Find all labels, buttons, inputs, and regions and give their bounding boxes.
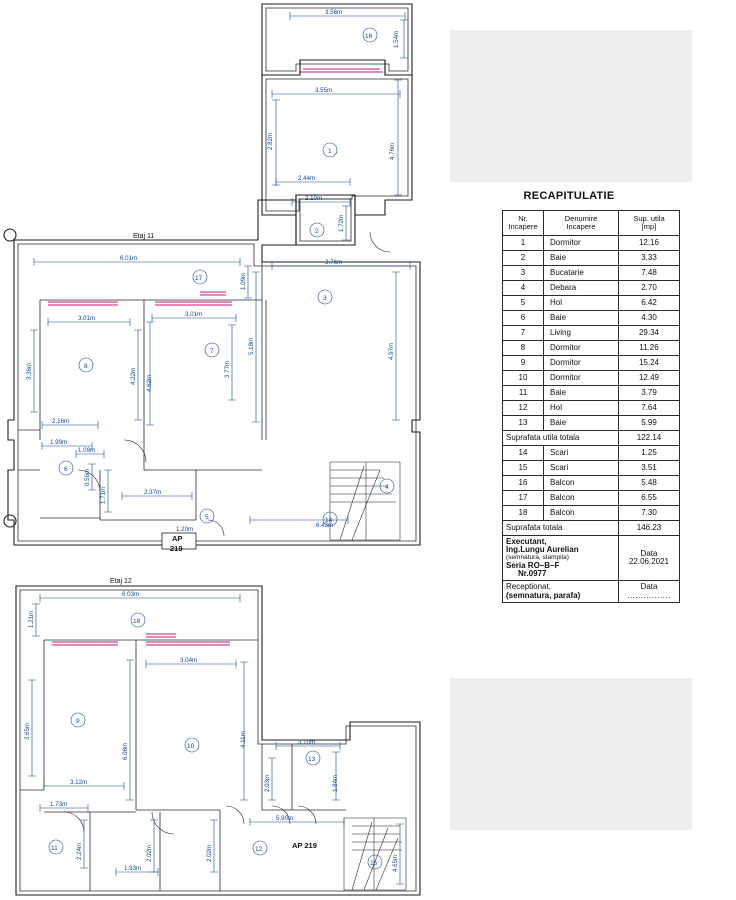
staircase-etaj-11 bbox=[330, 462, 400, 540]
dimensions-etaj-11 bbox=[26, 9, 410, 533]
header-suprafata bbox=[619, 211, 680, 236]
dim-6-08m: 6.08m bbox=[122, 742, 129, 760]
header-denumire bbox=[544, 211, 619, 236]
receptionat-label: Receptionat, bbox=[506, 582, 551, 592]
cell-area: 2.70 bbox=[619, 281, 680, 296]
data-block-2 bbox=[619, 581, 680, 603]
dim-3-55m: 3.55m bbox=[315, 87, 333, 94]
executant-label: Executant, bbox=[506, 537, 547, 546]
room-number-3: 3 bbox=[323, 295, 327, 302]
executant-name: Ing.Lungu Aurelian bbox=[506, 545, 579, 555]
cell-area: 5.48 bbox=[619, 476, 680, 491]
cell-nr: 9 bbox=[503, 356, 544, 371]
table-row bbox=[503, 401, 680, 416]
room-number-17: 17 bbox=[195, 275, 203, 282]
cell-area: 6.42 bbox=[619, 296, 680, 311]
cell-name: Scari bbox=[544, 461, 619, 476]
floor-label-etaj-12: Etaj 12 bbox=[110, 578, 132, 585]
cell-name: Baie bbox=[544, 386, 619, 401]
room-number-2: 2 bbox=[315, 228, 319, 235]
dim-1-84m: 1.84m bbox=[332, 774, 339, 792]
room-number-5: 5 bbox=[205, 514, 209, 521]
dim-2-37m: 2.37m bbox=[144, 489, 162, 496]
table-row-total bbox=[503, 521, 680, 536]
room-number-10: 10 bbox=[187, 743, 195, 750]
dim-1-21m: 1.21m bbox=[28, 610, 35, 628]
cell-name: Dormitor bbox=[544, 341, 619, 356]
cell-area: 6.55 bbox=[619, 491, 680, 506]
data-value-2: ................ bbox=[627, 590, 671, 600]
table-row bbox=[503, 311, 680, 326]
room-number-11: 11 bbox=[51, 845, 58, 852]
dim-6-01m: 6.01m bbox=[120, 255, 138, 262]
cell-area: 7.64 bbox=[619, 401, 680, 416]
cell-nr: 4 bbox=[503, 281, 544, 296]
room-number-18: 18 bbox=[133, 618, 141, 625]
recap-panel bbox=[446, 0, 736, 900]
dim-2-10m: 2.10m bbox=[305, 195, 323, 202]
dim-1-54m: 1.54m bbox=[393, 30, 400, 48]
dim-1-73m: 1.73m bbox=[50, 801, 68, 808]
dim-1-09m-b: 1.09m bbox=[78, 447, 96, 454]
plan-etaj-12 bbox=[16, 578, 420, 895]
executant-seria: Seria RO–B–F bbox=[506, 560, 560, 570]
cell-name: Balcon bbox=[544, 506, 619, 521]
dim-4-97m: 4.97m bbox=[388, 342, 395, 360]
dim-3-01m-b: 3.01m bbox=[185, 311, 203, 318]
dim-2-24m: 2.24m bbox=[76, 842, 83, 860]
dim-3-77m: 3.77m bbox=[224, 360, 231, 378]
room-number-1: 1 bbox=[328, 148, 332, 155]
cell-name: Balcon bbox=[544, 491, 619, 506]
dim-3-01m-a: 3.01m bbox=[78, 315, 96, 322]
signature-row-receptionat bbox=[503, 581, 680, 603]
dim-3-76m: 3.76m bbox=[325, 259, 343, 266]
cell-area: 12.16 bbox=[619, 236, 680, 251]
dim-4-76m: 4.76m bbox=[389, 142, 396, 160]
cell-nr: 11 bbox=[503, 386, 544, 401]
table-row bbox=[503, 506, 680, 521]
cell-area: 15.24 bbox=[619, 356, 680, 371]
table-row bbox=[503, 491, 680, 506]
cell-nr: 17 bbox=[503, 491, 544, 506]
dim-4-62m: 4.62m bbox=[146, 374, 153, 392]
data-label-1: Data bbox=[640, 548, 658, 558]
room-number-12: 12 bbox=[255, 846, 263, 853]
cell-nr: 15 bbox=[503, 461, 544, 476]
cell-name: Dormitor bbox=[544, 356, 619, 371]
cell-name: Debara bbox=[544, 281, 619, 296]
dim-3-10m: 3.10m bbox=[298, 739, 316, 746]
recap-title: RECAPITULATIE bbox=[523, 190, 615, 202]
dim-1-71m: 1.71m bbox=[100, 486, 107, 504]
table-row bbox=[503, 281, 680, 296]
total-label: Suprafata totala bbox=[503, 521, 619, 536]
ap-label-bottom: AP 219 bbox=[292, 841, 317, 850]
data-value-1: 22.06.2021 bbox=[628, 557, 670, 567]
room-number-8: 8 bbox=[84, 363, 88, 370]
cell-area: 7.48 bbox=[619, 266, 680, 281]
table-row bbox=[503, 236, 680, 251]
cell-area: 11.26 bbox=[619, 341, 680, 356]
dim-3-65m: 3.65m bbox=[24, 722, 31, 740]
cell-nr: 14 bbox=[503, 446, 544, 461]
executant-block bbox=[503, 536, 619, 581]
table-row bbox=[503, 326, 680, 341]
room-number-7: 7 bbox=[210, 348, 214, 355]
room-number-13: 13 bbox=[308, 756, 316, 763]
subtotal-label: Suprafata utila totala bbox=[503, 431, 619, 446]
room-number-9: 9 bbox=[76, 718, 80, 725]
dim-3-04m: 3.04m bbox=[180, 657, 198, 664]
dim-5-90m: 5.90m bbox=[276, 815, 294, 822]
cell-nr: 18 bbox=[503, 506, 544, 521]
total-area: 146.23 bbox=[619, 521, 680, 536]
table-header-row bbox=[503, 211, 680, 236]
dim-3-12m: 3.12m bbox=[70, 779, 88, 786]
dim-3-36m: 3.36m bbox=[26, 362, 33, 380]
ap-label-top: AP bbox=[172, 534, 183, 543]
table-row bbox=[503, 386, 680, 401]
room-number-15: 15 bbox=[370, 860, 378, 867]
subtotal-area: 122.14 bbox=[619, 431, 680, 446]
table-row bbox=[503, 251, 680, 266]
data-block-1 bbox=[619, 536, 680, 581]
cell-name: Baie bbox=[544, 251, 619, 266]
table-row-subtotal bbox=[503, 431, 680, 446]
cell-area: 4.30 bbox=[619, 311, 680, 326]
dim-6-43m: 6.43m bbox=[316, 522, 334, 529]
dim-1-93m: 1.93m bbox=[124, 865, 142, 872]
dimensions-etaj-12 bbox=[24, 591, 404, 884]
cell-name: Hol bbox=[544, 296, 619, 311]
signature-row-executant bbox=[503, 536, 680, 581]
dim-1-20m: 1.20m bbox=[176, 526, 194, 533]
data-label-2: Data bbox=[640, 582, 658, 592]
cell-area: 3.79 bbox=[619, 386, 680, 401]
table-row bbox=[503, 446, 680, 461]
header-nr-line1: Nr. bbox=[518, 213, 528, 223]
staircase-etaj-12 bbox=[344, 818, 406, 890]
table-row bbox=[503, 296, 680, 311]
placeholder-block-bottom bbox=[450, 678, 692, 830]
dim-5-18m: 5.18m bbox=[248, 337, 255, 355]
table-row bbox=[503, 266, 680, 281]
cell-nr: 12 bbox=[503, 401, 544, 416]
cell-nr: 2 bbox=[503, 251, 544, 266]
table-row bbox=[503, 461, 680, 476]
recap-table bbox=[502, 210, 680, 603]
cell-name: Baie bbox=[544, 311, 619, 326]
cell-area: 3.33 bbox=[619, 251, 680, 266]
room-markers-etaj-11 bbox=[59, 28, 394, 526]
dim-4-65m: 4.65m bbox=[392, 854, 399, 872]
dim-4-11m: 4.11m bbox=[240, 731, 247, 748]
plan-etaj-11 bbox=[4, 4, 420, 553]
dim-0-56m: 0.56m bbox=[84, 468, 91, 486]
dim-1-09m: 1.09m bbox=[240, 272, 247, 290]
cell-nr: 3 bbox=[503, 266, 544, 281]
cell-name: Dormitor bbox=[544, 236, 619, 251]
room-number-16: 16 bbox=[365, 33, 373, 40]
cell-nr: 7 bbox=[503, 326, 544, 341]
header-nr bbox=[503, 211, 544, 236]
dim-6-03m: 6.03m bbox=[122, 591, 140, 598]
cell-name: Balcon bbox=[544, 476, 619, 491]
ap-number-top: 219 bbox=[170, 544, 183, 553]
header-den-line1: Denumire bbox=[564, 213, 598, 223]
placeholder-block-top bbox=[450, 30, 692, 182]
cell-area: 29.34 bbox=[619, 326, 680, 341]
dim-3-56m: 3.56m bbox=[325, 9, 343, 16]
cell-nr: 6 bbox=[503, 311, 544, 326]
room-markers-etaj-12 bbox=[49, 613, 382, 869]
room-number-4: 4 bbox=[385, 484, 389, 491]
table-row bbox=[503, 476, 680, 491]
cell-nr: 5 bbox=[503, 296, 544, 311]
table-row bbox=[503, 416, 680, 431]
dim-2-82m: 2.82m bbox=[267, 132, 274, 150]
table-row bbox=[503, 371, 680, 386]
room-number-14: 14 bbox=[325, 517, 333, 524]
dim-2-03m: 2.03m bbox=[264, 774, 271, 792]
cell-nr: 1 bbox=[503, 236, 544, 251]
cell-area: 7.30 bbox=[619, 506, 680, 521]
cell-area: 1.25 bbox=[619, 446, 680, 461]
cell-name: Baie bbox=[544, 416, 619, 431]
cell-area: 12.49 bbox=[619, 371, 680, 386]
dim-4-22m: 4.22m bbox=[130, 367, 137, 385]
dim-2-02m-b: 2.02m bbox=[206, 844, 213, 862]
dim-1-72m: 1.72m bbox=[338, 214, 345, 232]
table-row bbox=[503, 341, 680, 356]
cell-nr: 8 bbox=[503, 341, 544, 356]
cell-name: Dormitor bbox=[544, 371, 619, 386]
cell-name: Living bbox=[544, 326, 619, 341]
dim-2-44m: 2.44m bbox=[298, 175, 316, 182]
receptionat-note: (semnatura, parafa) bbox=[506, 590, 581, 600]
dim-2-16m: 2.16m bbox=[52, 418, 70, 425]
header-sup-line1: Sup. utila bbox=[633, 213, 665, 223]
cell-area: 5.99 bbox=[619, 416, 680, 431]
executant-nr: Nr.0977 bbox=[518, 568, 547, 578]
dim-1-99m: 1.99m bbox=[50, 439, 68, 446]
cell-area: 3.51 bbox=[619, 461, 680, 476]
executant-note: (semnatura, stampila) bbox=[506, 553, 569, 561]
cell-name: Hol bbox=[544, 401, 619, 416]
cell-name: Scari bbox=[544, 446, 619, 461]
header-sup-line2: [mp] bbox=[641, 222, 657, 231]
receptionat-block bbox=[503, 581, 619, 603]
table-row bbox=[503, 356, 680, 371]
floor-label-etaj-11: Etaj 11 bbox=[133, 233, 155, 240]
cell-nr: 16 bbox=[503, 476, 544, 491]
cell-name: Bucatarie bbox=[544, 266, 619, 281]
cell-nr: 10 bbox=[503, 371, 544, 386]
cell-nr: 13 bbox=[503, 416, 544, 431]
header-nr-line2: Incapere bbox=[508, 222, 538, 231]
dim-2-02m-a: 2.02m bbox=[146, 844, 153, 862]
header-den-line2: Incapere bbox=[566, 222, 596, 231]
room-number-6: 6 bbox=[64, 466, 68, 473]
